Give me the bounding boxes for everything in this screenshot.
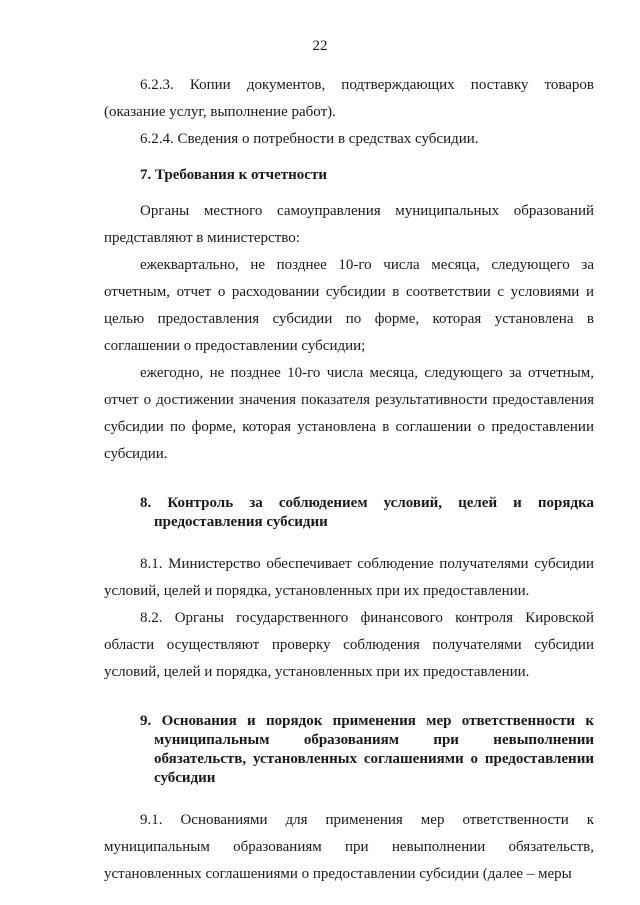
paragraph-8-2: 8.2. Органы государственного финансового контроля Кировской области осуществляют проверку соблюдения получателями субсидии условий, целей и порядка, установленных при их предоставлении. (104, 610, 594, 680)
paragraph-annual-report: ежегодно, не позднее 10-го числа месяца, следующего за отчетным, отчет о достижении значения показателя результативности предоставления субсидии по форме, которая установлена в соглашении о предоставлении субсидии. (104, 365, 594, 462)
paragraph-reporting-intro: Органы местного самоуправления муниципальных образований представляют в министерство: (104, 203, 594, 246)
document-body (104, 72, 594, 888)
paragraph-8-1: 8.1. Министерство обеспечивает соблюдение получателями субсидии условий, целей и порядка, установленных при их предоставлении. (104, 556, 594, 599)
paragraph-quarterly-report: ежеквартально, не позднее 10-го числа месяца, следующего за отчетным, отчет о расходовании субсидии в соответствии с условиями и целью предоставления субсидии по форме, которая установлена в соглашении о предоставлении субсидии; (104, 257, 594, 354)
paragraph-9-1: 9.1. Основаниями для применения мер ответственности к муниципальным образованиям при невыполнении обязательств, установленных соглашениями о предоставлении субсидии (далее – меры (104, 812, 594, 882)
page-number: 22 (312, 38, 328, 54)
paragraph-6-2-4: 6.2.4. Сведения о потребности в средствах субсидии. (140, 131, 479, 147)
section-heading-8-text: 8. Контроль за соблюдением условий, целей и порядка предоставления субсидии (140, 495, 594, 530)
section-heading-7: 7. Требования к отчетности (140, 167, 327, 183)
section-heading-9-text: 9. Основания и порядок применения мер ответственности к муниципальным образованиям при невыполнении обязательств, установленных соглашениями о предоставлении субсидии (140, 713, 594, 786)
section-heading-8 (104, 494, 594, 532)
section-heading-9 (104, 712, 594, 788)
paragraph-6-2-3: 6.2.3. Копии документов, подтверждающих поставку товаров (оказание услуг, выполнение работ). (104, 77, 594, 120)
